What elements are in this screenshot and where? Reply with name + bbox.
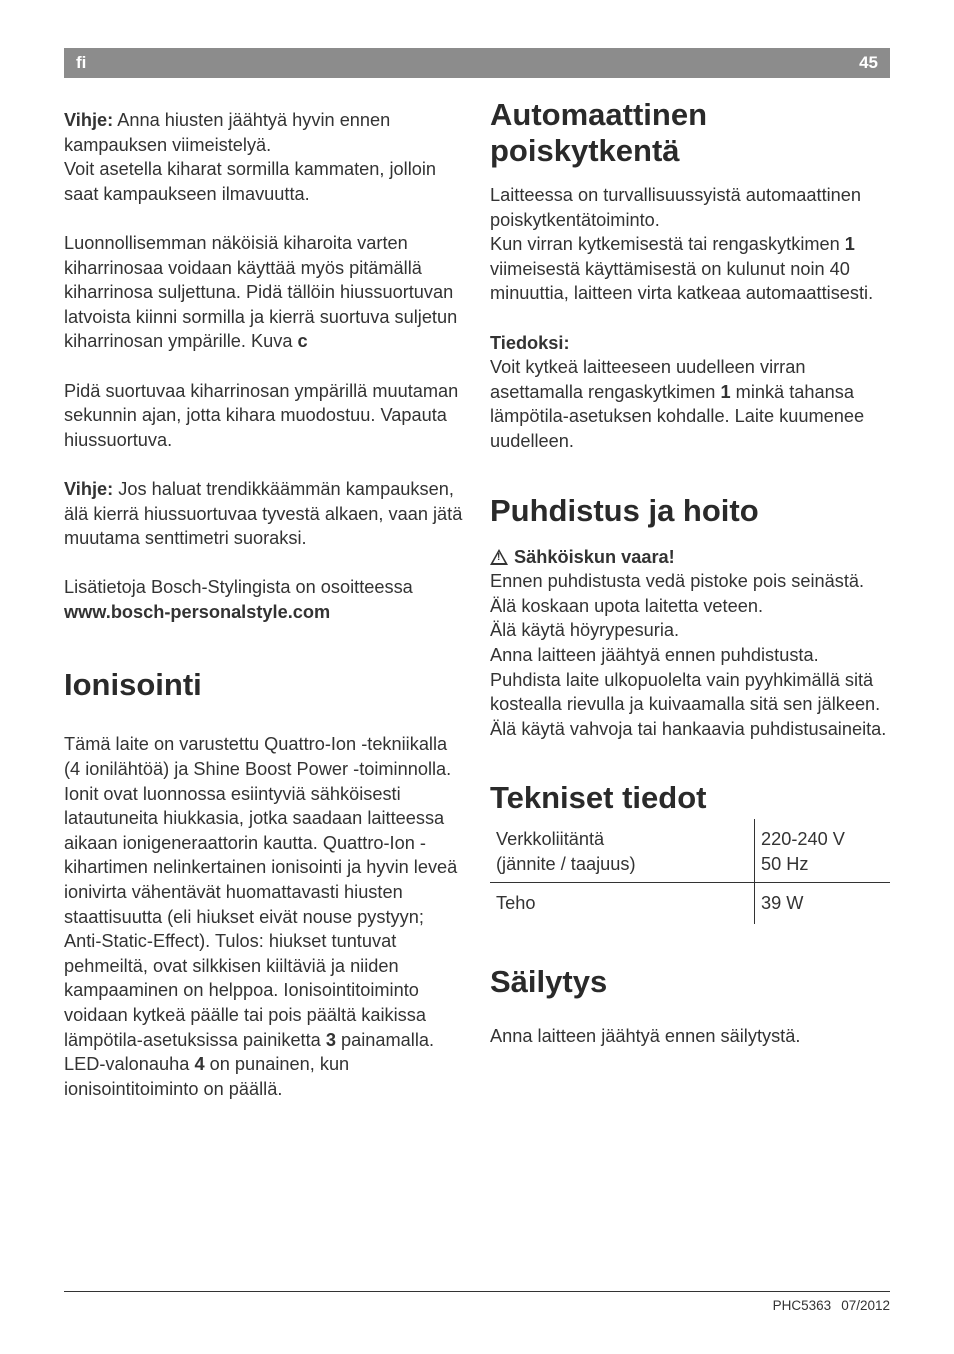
button-ref: 3	[325, 1029, 336, 1050]
table-row	[490, 883, 890, 924]
tip-paragraph-1: Vihje: Anna hiusten jäähtyä hyvin ennen kampauksen viimeistelyä.	[64, 110, 391, 155]
cleaning-heading: Puhdistus ja hoito	[490, 492, 759, 528]
cleaning-line: Puhdista laite ulkopuolelta vain pyyhkimällä sitä kostealla rievulla ja kuivaamalla sitä sen jälkeen. Älä käytä vahvoja tai hankaavia puhdistusaineita.	[490, 669, 887, 739]
storage-text: Anna laitteen jäähtyä ennen säilytystä.	[490, 1026, 801, 1047]
hold-paragraph: Pidä suortuvaa kiharrinosan ympärillä muutaman sekunnin ajan, jotta kihara muodostuu. Vapauta hiussuortuva.	[64, 380, 459, 450]
led-ref: 4	[194, 1054, 205, 1075]
website-link[interactable]: www.bosch-personalstyle.com	[64, 601, 331, 622]
auto-shutoff-text-2: Kun virran kytkemisestä tai rengaskytkimen 1 viimeisestä käyttämisestä on kulunut noin 40 minuuttia, laitteen virta katkeaa automaattisesti.	[490, 234, 874, 304]
tip-continuation: Voit asetella kiharat sormilla kammaten, jolloin saat kampaukseen ilmavuutta.	[64, 159, 436, 204]
ionisation-paragraph: Tämä laite on varustettu Quattro-Ion -tekniikalla (4 ionilähtöä) ja Shine Boost Power -toiminnolla. Ionit ovat luonnossa esiintyviä sähköisesti latautuneita hiukkasia, jotka saadaan laitteessa aikaan ionigeneraattorin kautta. Quattro-Ion -kihartimen nelinkertainen ionisointi ja hyvin leveä ionivirta vähentävät huomattavasti hiusten staattisuutta (eli hiukset eivät nouse pystyyn; Anti-Static-Effect). Tulos: hiukset tuntuvat pehmeiltä, ovat silkkisen kiiltäviä ja niiden kampaaminen on helppoa. Ionisointitoiminto voidaan kytkeä päälle tai pois päältä kaikissa lämpötila-asetuksissa painiketta 3 painamalla. LED-valonauha 4 on punainen, kun ionisointitoiminto on päällä.	[64, 734, 458, 1099]
tip-label: Vihje:	[64, 478, 114, 499]
page-header-bar	[64, 48, 890, 78]
table-row	[490, 819, 890, 883]
cleaning-line: Ennen puhdistusta vedä pistoke pois seinästä.	[490, 571, 865, 592]
cleaning-line: Älä koskaan upota laitetta veteen.	[490, 595, 763, 616]
publication-date: 07/2012	[841, 1298, 890, 1313]
tip-paragraph-2: Vihje: Jos haluat trendikkäämmän kampauksen, älä kierrä hiussuortuvaa tyvestä alkaen, vaan jätä muutama senttimetri suoraksi.	[64, 478, 463, 549]
switch-ref: 1	[720, 381, 731, 402]
footer-divider	[64, 1291, 890, 1292]
storage-heading: Säilytys	[490, 964, 608, 1000]
language-code: fi	[76, 53, 87, 72]
cleaning-line: Anna laitteen jäähtyä ennen puhdistusta.	[490, 644, 819, 665]
footer	[773, 1298, 890, 1313]
spec-value: 220-240 V 50 Hz	[755, 819, 891, 883]
cleaning-line: Älä käytä höyrypesuria.	[490, 620, 680, 641]
warning-triangle-icon	[490, 549, 508, 565]
spec-value: 39 W	[761, 893, 804, 914]
model-number: PHC5363	[772, 1298, 832, 1313]
more-info-text: Lisätietoja Bosch-Stylingista on osoitteessa	[64, 577, 413, 598]
warning-line: !Sähköiskun vaara!	[490, 545, 890, 570]
info-text: Voit kytkeä laitteeseen uudelleen virran asettamalla rengaskytkimen 1 minkä tahansa lämpötila-asetuksen kohdalle. Laite kuumenee uudelleen.	[490, 357, 865, 451]
spec-table	[490, 819, 890, 924]
auto-shutoff-heading: Automaattinen poiskytkentä	[490, 97, 707, 168]
right-column	[490, 97, 890, 1049]
spec-key: Verkkoliitäntä (jännite / taajuus)	[490, 819, 755, 883]
info-label: Tiedoksi:	[490, 332, 570, 353]
spec-key: Teho	[490, 883, 755, 924]
auto-shutoff-text-1: Laitteessa on turvallisuussyistä automaattinen poiskytkentätoiminto.	[490, 185, 862, 230]
page-number: 45	[859, 53, 878, 72]
ionisation-heading: Ionisointi	[64, 667, 202, 703]
switch-ref: 1	[844, 234, 855, 255]
tip-label: Vihje:	[64, 110, 114, 130]
left-column	[64, 108, 464, 1101]
technical-data-heading: Tekniset tiedot	[490, 780, 707, 816]
figure-ref: c	[297, 331, 308, 352]
natural-curls-paragraph: Luonnollisemman näköisiä kiharoita varten kiharrinosaa voidaan käyttää myös pitämällä kiharrinosa suljettuna. Pidä tällöin hiussuortuvan latvoista kiinni sormilla ja kierrä suortuva suljetun kiharrinosan ympärille. Kuva c	[64, 232, 458, 352]
